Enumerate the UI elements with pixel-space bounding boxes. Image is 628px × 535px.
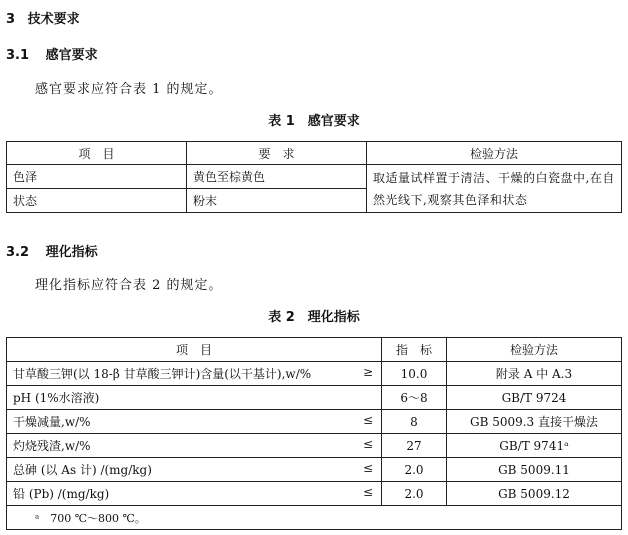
table-2-header-value: 指 标 — [382, 338, 447, 362]
table-row — [7, 458, 622, 482]
table-2-cell-item — [7, 386, 382, 410]
table-2-caption: 表 2 理化指标 — [268, 310, 360, 325]
table-1-cell-requirement: 粉末 — [187, 189, 367, 213]
table-2-cell-method: GB 5009.11 — [447, 458, 622, 482]
section-3-title: 技术要求 — [27, 12, 80, 27]
section-3-2-text: 理化指标应符合表 2 的规定。 — [35, 278, 223, 293]
table-2-header-row — [7, 338, 622, 362]
section-3-1-text: 感官要求应符合表 1 的规定。 — [35, 82, 223, 97]
item-name: 铅 (Pb) /(mg/kg) — [13, 487, 110, 501]
comparison-symbol: ≤ — [362, 461, 373, 475]
table-2-cell-item — [7, 458, 382, 482]
table-2-cell-value: 8 — [382, 410, 447, 434]
table-2-cell-item — [7, 482, 382, 506]
section-3-number: 3 — [6, 12, 16, 27]
table-1-header-row — [7, 142, 622, 165]
comparison-symbol: ≥ — [362, 365, 373, 379]
table-1-header-item: 项 目 — [7, 142, 187, 165]
table-row — [7, 362, 622, 386]
table-row — [7, 386, 622, 410]
section-3-1-heading — [6, 44, 98, 63]
table-1-header-requirement: 要 求 — [187, 142, 367, 165]
table-2-cell-value: 6～8 — [382, 386, 447, 410]
table-2-cell-item — [7, 434, 382, 458]
table-1-header-method: 检验方法 — [367, 142, 622, 165]
table-2-cell-method: GB/T 9724 — [447, 386, 622, 410]
table-1-cell-requirement: 黄色至棕黄色 — [187, 165, 367, 189]
item-name: pH (1%水溶液) — [13, 391, 100, 405]
item-name: 甘草酸三钾(以 18-β 甘草酸三钾计)含量(以干基计),w/% — [13, 367, 312, 381]
table-row — [7, 165, 622, 189]
comparison-symbol: ≤ — [362, 413, 373, 427]
table-1-cell-item: 状态 — [7, 189, 187, 213]
table-row — [7, 482, 622, 506]
table-2-cell-item — [7, 362, 382, 386]
table-2-cell-value: 10.0 — [382, 362, 447, 386]
section-3-1-number: 3.1 — [6, 48, 30, 63]
table-1-cell-item: 色泽 — [7, 165, 187, 189]
table-1-cell-method: 取适量试样置于清洁、干燥的白瓷盘中,在自然光线下,观察其色泽和状态 — [367, 165, 622, 213]
section-3-2-title: 理化指标 — [45, 245, 98, 260]
table-2-cell-method: 附录 A 中 A.3 — [447, 362, 622, 386]
table-2-footnote-row — [7, 506, 622, 530]
table-2-cell-value: 27 — [382, 434, 447, 458]
table-2-footnote: ᵃ 700 ℃～800 ℃。 — [7, 506, 622, 530]
section-3-1-title: 感官要求 — [45, 48, 98, 63]
table-row — [7, 434, 622, 458]
item-name: 干燥减量,w/% — [13, 415, 91, 429]
table-2-physicochemical — [6, 337, 622, 530]
table-2-cell-value: 2.0 — [382, 482, 447, 506]
table-2-header-method: 检验方法 — [447, 338, 622, 362]
comparison-symbol: ≤ — [362, 437, 373, 451]
section-3-2-number: 3.2 — [6, 245, 30, 260]
item-name: 灼烧残渣,w/% — [13, 439, 91, 453]
table-2-cell-value: 2.0 — [382, 458, 447, 482]
section-3-2-heading — [6, 241, 98, 260]
table-1-caption: 表 1 感官要求 — [268, 114, 360, 129]
section-3-heading — [6, 8, 80, 27]
table-2-cell-method: GB 5009.3 直接干燥法 — [447, 410, 622, 434]
table-2-header-item: 项 目 — [7, 338, 382, 362]
comparison-symbol: ≤ — [362, 485, 373, 499]
table-2-cell-item — [7, 410, 382, 434]
table-2-cell-method: GB 5009.12 — [447, 482, 622, 506]
item-name: 总砷 (以 As 计) /(mg/kg) — [13, 463, 152, 477]
table-row — [7, 410, 622, 434]
table-1-sensory — [6, 141, 622, 213]
table-2-cell-method: GB/T 9741ᵃ — [447, 434, 622, 458]
